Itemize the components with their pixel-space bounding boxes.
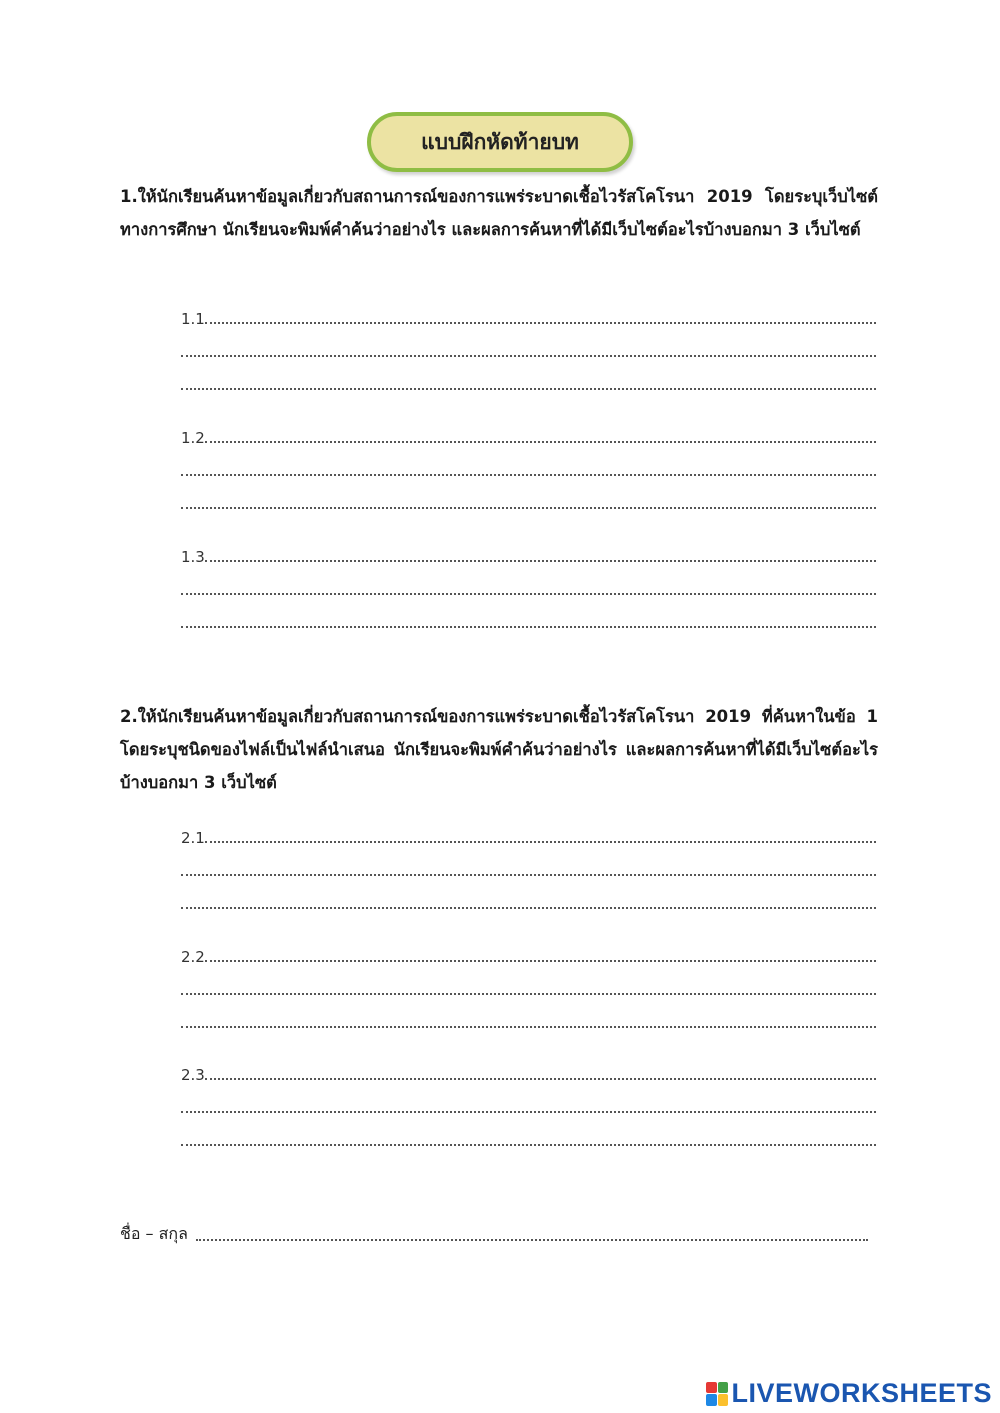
brand-text: LIVEWORKSHEETS	[731, 1378, 992, 1408]
answer-line[interactable]	[181, 330, 876, 363]
answer-line[interactable]	[181, 601, 876, 634]
answer-line[interactable]	[181, 482, 876, 515]
answer-number: 2.3	[181, 1066, 205, 1084]
answer-line[interactable]	[181, 935, 876, 968]
answer-number: 1.2	[181, 429, 205, 447]
name-input-line[interactable]	[196, 1239, 868, 1241]
answer-line[interactable]	[181, 535, 876, 568]
question-2-text: 2.ให้นักเรียนค้นหาข้อมูลเกี่ยวกับสถานการณ์ของการแพร่ระบาดเชื้อไวรัสโคโรนา 2019 ที่ค้นหาในข้อ 1 โดยระบุชนิดของไฟล์เป็นไฟล์นำเสนอ นักเรียนจะพิมพ์คำค้นว่าอย่างไร และผลการค้นหาที่ได้มีเว็บไซต์อะไรบ้างบอกมา 3 เว็บไซต์	[120, 707, 878, 792]
answer-1-3	[181, 535, 876, 634]
answer-1-2	[181, 416, 876, 515]
answer-line[interactable]	[181, 297, 876, 330]
answer-line[interactable]	[181, 849, 876, 882]
answer-line[interactable]	[181, 449, 876, 482]
worksheet-title-badge	[367, 112, 633, 172]
answer-1-1	[181, 297, 876, 396]
answer-line[interactable]	[181, 882, 876, 915]
worksheet-title: แบบฝึกหัดท้ายบท	[421, 129, 579, 154]
answer-line[interactable]	[181, 816, 876, 849]
answer-line[interactable]	[181, 1053, 876, 1086]
liveworksheets-brand[interactable]	[706, 1378, 992, 1409]
question-1-text: 1.ให้นักเรียนค้นหาข้อมูลเกี่ยวกับสถานการณ์ของการแพร่ระบาดเชื้อไวรัสโคโรนา 2019 โดยระบุเว็บไซต์ทางการศึกษา นักเรียนจะพิมพ์คำค้นว่าอย่างไร และผลการค้นหาที่ได้มีเว็บไซต์อะไรบ้างบอกมา 3 เว็บไซต์	[120, 187, 878, 239]
name-field[interactable]	[120, 1222, 868, 1247]
answer-line[interactable]	[181, 363, 876, 396]
answer-number: 2.2	[181, 948, 205, 966]
name-label: ชื่อ – สกุล	[120, 1224, 188, 1243]
answer-2-2	[181, 935, 876, 1034]
liveworksheets-logo-icon	[706, 1382, 728, 1406]
answer-line[interactable]	[181, 568, 876, 601]
answer-line[interactable]	[181, 968, 876, 1001]
answer-number: 2.1	[181, 829, 205, 847]
answer-line[interactable]	[181, 1001, 876, 1034]
answer-line[interactable]	[181, 416, 876, 449]
answer-number: 1.1	[181, 310, 205, 328]
answer-line[interactable]	[181, 1086, 876, 1119]
answer-number: 1.3	[181, 548, 205, 566]
answer-2-3	[181, 1053, 876, 1152]
answer-2-1	[181, 816, 876, 915]
answer-line[interactable]	[181, 1119, 876, 1152]
